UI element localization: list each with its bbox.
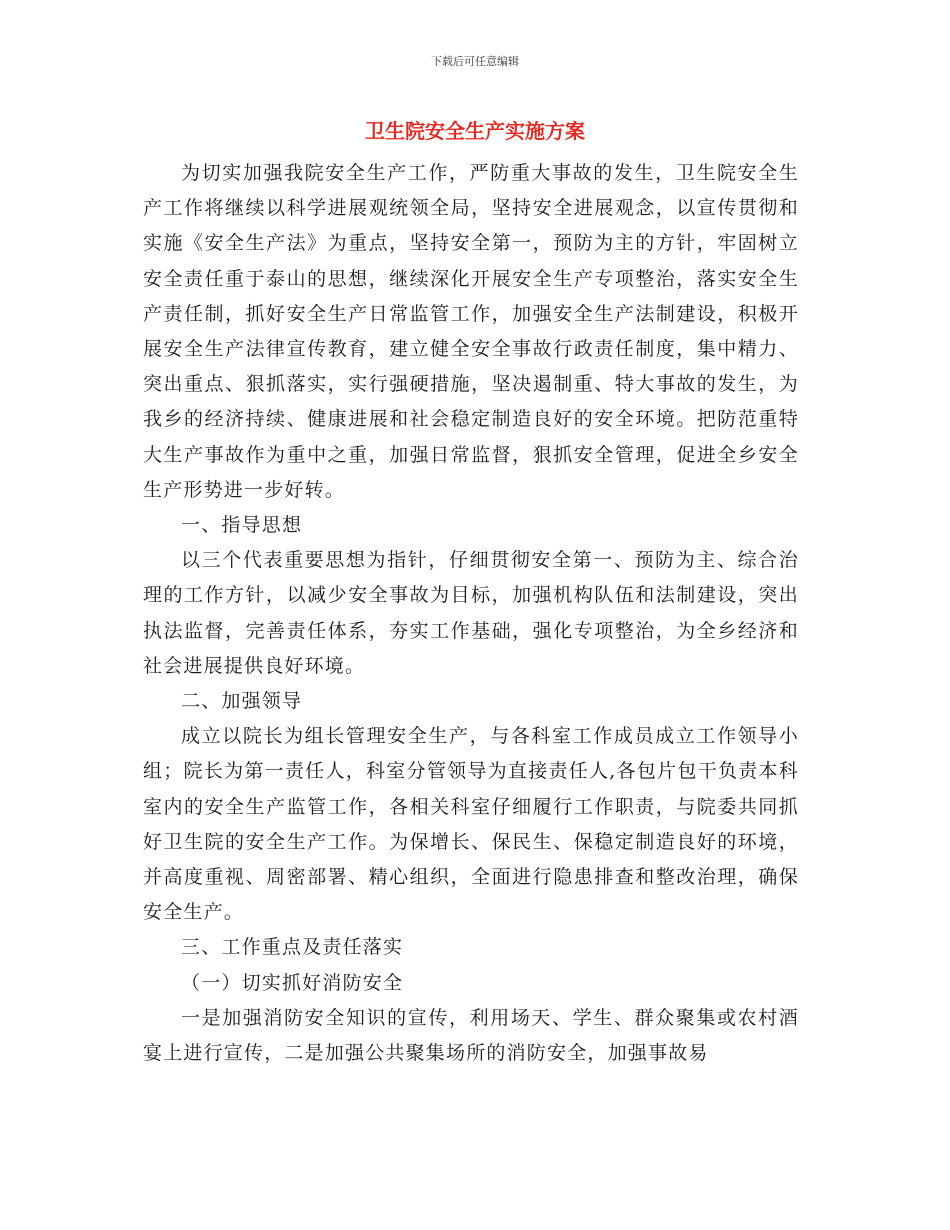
subsection-heading-fire-safety: （一）切实抓好消防安全: [181, 971, 404, 994]
paragraph-leadership: 成立以院长为组长管理安全生产，与各科室工作成员成立工作领导小组；院长为第一责任人，科室分管领导为直接责任人,各包片包干负责本科室内的安全生产监管工作，各相关科室仔细履行工作职责，与院委共同抓好卫生院的安全生产工作。为保增长、保民生、保稳定制造良好的环境，并高度重视、周密部署、精心组织，全面进行隐患排查和整改治理，确保安全生产。: [143, 725, 799, 924]
paragraph-fire-safety: 一是加强消防安全知识的宣传，利用场天、学生、群众聚集或农村酒宴上进行宣传，二是加强公共聚集场所的消防安全，加强事故易: [143, 1006, 799, 1065]
paragraph-intro: 为切实加强我院安全生产工作，严防重大事故的发生，卫生院安全生产工作将继续以科学进展观统领全局，坚持安全进展观念，以宣传贯彻和实施《安全生产法》为重点，坚持安全第一，预防为主的方针，牢固树立安全责任重于泰山的思想，继续深化开展安全生产专项整治，落实安全生产责任制，抓好安全生产日常监管工作，加强安全生产法制建设，积极开展安全生产法律宣传教育，建立健全安全事故行政责任制度，集中精力、突出重点、狠抓落实，实行强硬措施，坚决遏制重、特大事故的发生，为我乡的经济持续、健康进展和社会稳定制造良好的安全环境。把防范重特大生产事故作为重中之重，加强日常监督，狠抓安全管理，促进全乡安全生产形势进一步好转。: [143, 162, 799, 501]
section-heading-leadership: 二、加强领导: [181, 690, 303, 713]
section-heading-guiding-ideology: 一、指导思想: [181, 514, 303, 537]
document-title: 卫生院安全生产实施方案: [365, 119, 585, 143]
section-heading-work-focus: 三、工作重点及责任落实: [181, 936, 404, 959]
document-body: [143, 156, 799, 1071]
page-header-note: 下载后可任意编辑: [431, 55, 519, 68]
paragraph-guiding-ideology: 以三个代表重要思想为指针，仔细贯彻安全第一、预防为主、综合治理的工作方针，以减少安全事故为目标，加强机构队伍和法制建设，突出执法监督，完善责任体系，夯实工作基础，强化专项整治，为全乡经济和社会进展提供良好环境。: [143, 549, 799, 677]
